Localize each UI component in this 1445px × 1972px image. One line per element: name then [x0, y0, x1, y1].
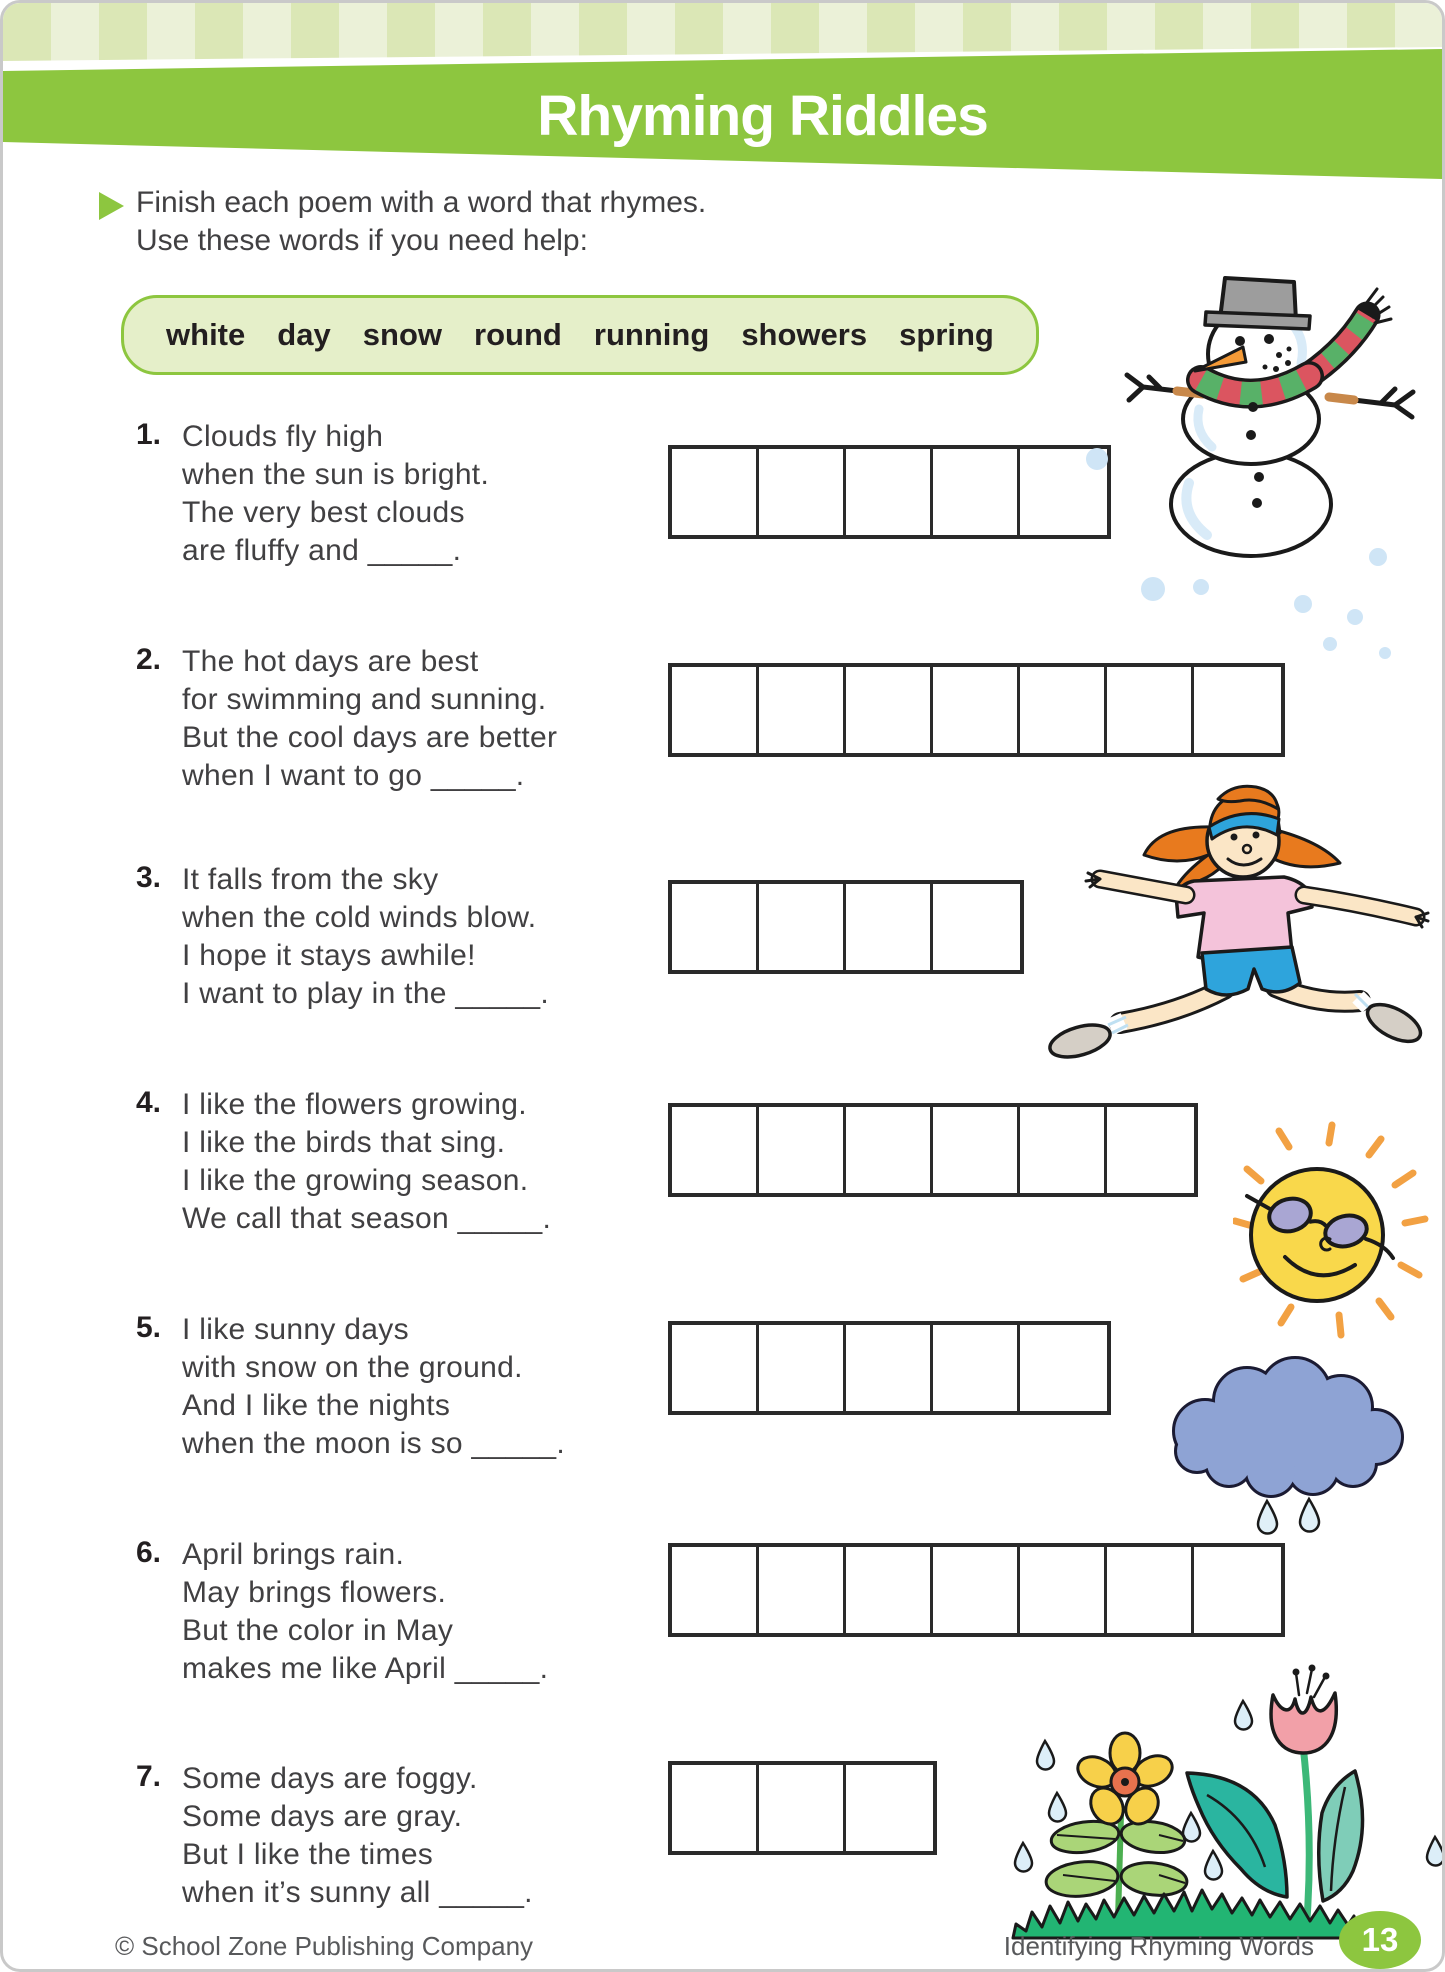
letter-box[interactable]: [672, 1765, 759, 1851]
instructions: [136, 184, 706, 260]
letter-box[interactable]: [1107, 667, 1194, 753]
poem-1: [136, 418, 489, 570]
footer-topic-text: Identifying Rhyming Words: [1003, 1931, 1314, 1961]
poem-line: We call that season _____.: [182, 1202, 552, 1235]
letter-box[interactable]: [933, 1107, 1020, 1193]
poem-line: May brings flowers.: [182, 1576, 447, 1609]
poem-line: with snow on the ground.: [182, 1351, 523, 1384]
poem-line: when the sun is bright.: [182, 458, 490, 491]
word-bank-word: snow: [362, 317, 442, 352]
word-bank: [121, 295, 1039, 375]
letter-box[interactable]: [933, 1547, 1020, 1633]
poem-6: [136, 1536, 548, 1688]
poem-line: April brings rain.: [182, 1538, 405, 1571]
answer-boxes-poem-4: [668, 1103, 1198, 1197]
copyright-text: © School Zone Publishing Company: [115, 1931, 534, 1961]
word-bank-word: spring: [899, 317, 994, 352]
poem-line: I like the flowers growing.: [182, 1088, 527, 1121]
letter-box[interactable]: [933, 884, 1020, 970]
poem-line: And I like the nights: [182, 1389, 451, 1422]
answer-boxes-poem-7: [668, 1761, 937, 1855]
word-bank-word: round: [474, 317, 562, 352]
letter-box[interactable]: [1020, 1547, 1107, 1633]
letter-box[interactable]: [759, 1547, 846, 1633]
letter-box[interactable]: [846, 1765, 933, 1851]
poem-line: I like sunny days: [182, 1313, 409, 1346]
rain-cloud-illustration: [1163, 1351, 1445, 1591]
poem-number: 3.: [136, 861, 162, 894]
poem-line: The hot days are best: [182, 645, 479, 678]
poem-line: when the moon is so _____.: [182, 1427, 566, 1460]
poem-line: I want to play in the _____.: [182, 977, 549, 1010]
spring-flowers-illustration: [1001, 1655, 1445, 1940]
page-number-badge: 13: [1339, 1911, 1421, 1969]
poem-7: [136, 1760, 533, 1912]
letter-box[interactable]: [846, 884, 933, 970]
word-bank-word: white: [166, 317, 246, 352]
letter-box[interactable]: [1020, 1107, 1107, 1193]
poem-line: Clouds fly high: [182, 420, 384, 453]
poem-number: 5.: [136, 1311, 162, 1344]
poem-number: 4.: [136, 1086, 162, 1119]
letter-box[interactable]: [846, 1325, 933, 1411]
page-title: Rhyming Riddles: [537, 84, 988, 148]
poem-line: But the cool days are better: [182, 721, 558, 754]
poem-line: when it’s sunny all _____.: [182, 1876, 533, 1909]
poem-number: 7.: [136, 1760, 162, 1793]
poem-3: [136, 861, 549, 1013]
answer-boxes-poem-5: [668, 1321, 1111, 1415]
poem-number: 1.: [136, 418, 162, 451]
letter-box[interactable]: [1020, 667, 1107, 753]
poem-line: for swimming and sunning.: [182, 683, 547, 716]
running-girl-illustration: [1028, 775, 1445, 1075]
letter-box[interactable]: [846, 667, 933, 753]
poem-line: I hope it stays awhile!: [182, 939, 476, 972]
letter-box[interactable]: [672, 667, 759, 753]
sun-with-sunglasses-illustration: [1233, 1103, 1443, 1343]
letter-box[interactable]: [759, 449, 846, 535]
word-bank-word: day: [277, 317, 331, 352]
instruction-line-2: Use these words if you need help:: [136, 224, 588, 257]
letter-box[interactable]: [846, 1547, 933, 1633]
letter-box[interactable]: [1020, 1325, 1107, 1411]
letter-box[interactable]: [1194, 667, 1281, 753]
letter-box[interactable]: [759, 667, 846, 753]
poem-4: [136, 1086, 551, 1238]
word-bank-word: showers: [741, 317, 868, 352]
poem-line: But the color in May: [182, 1614, 454, 1647]
poem-line: It falls from the sky: [182, 863, 439, 896]
letter-box[interactable]: [933, 667, 1020, 753]
letter-box[interactable]: [759, 1107, 846, 1193]
letter-box[interactable]: [672, 1107, 759, 1193]
poem-5: [136, 1311, 565, 1463]
letter-box[interactable]: [759, 1325, 846, 1411]
answer-boxes-poem-3: [668, 880, 1024, 974]
poem-2: [136, 643, 557, 795]
letter-box[interactable]: [933, 449, 1020, 535]
word-bank-word: running: [593, 317, 710, 352]
letter-box[interactable]: [672, 1325, 759, 1411]
letter-box[interactable]: [672, 449, 759, 535]
poem-number: 2.: [136, 643, 162, 676]
instruction-line-1: Finish each poem with a word that rhymes.: [136, 186, 707, 219]
poem-line: are fluffy and _____.: [182, 534, 462, 567]
letter-box[interactable]: [672, 1547, 759, 1633]
letter-box[interactable]: [846, 1107, 933, 1193]
letter-box[interactable]: [759, 884, 846, 970]
poem-line: Some days are foggy.: [182, 1762, 478, 1795]
poem-line: I like the birds that sing.: [182, 1126, 506, 1159]
poem-line: makes me like April _____.: [182, 1652, 549, 1685]
letter-box[interactable]: [933, 1325, 1020, 1411]
arrow-bullet-icon: [99, 192, 124, 220]
letter-box[interactable]: [759, 1765, 846, 1851]
letter-box[interactable]: [846, 449, 933, 535]
poem-number: 6.: [136, 1536, 162, 1569]
snowman-illustration: [1083, 259, 1445, 663]
poem-line: The very best clouds: [182, 496, 465, 529]
poem-line: when I want to go _____.: [182, 759, 525, 792]
letter-box[interactable]: [672, 884, 759, 970]
answer-boxes-poem-1: [668, 445, 1111, 539]
letter-box[interactable]: [1107, 1107, 1194, 1193]
poem-line: I like the growing season.: [182, 1164, 529, 1197]
poem-line: when the cold winds blow.: [182, 901, 537, 934]
answer-boxes-poem-2: [668, 663, 1285, 757]
poem-line: Some days are gray.: [182, 1800, 463, 1833]
poem-line: But I like the times: [182, 1838, 434, 1871]
